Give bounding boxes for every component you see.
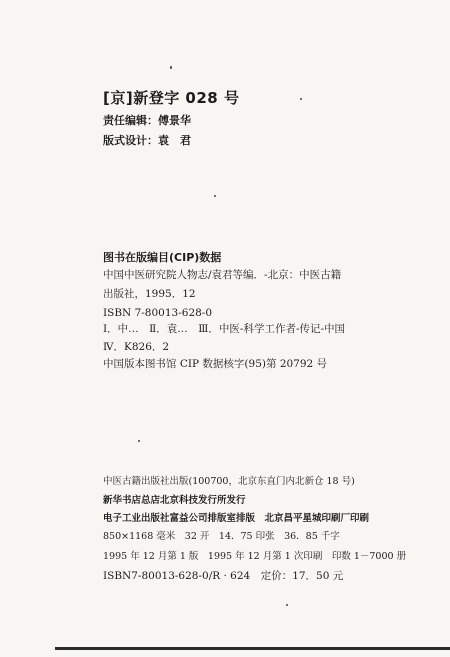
bottom-rule (55, 647, 450, 650)
scan-speck (170, 66, 172, 69)
registration-number: [京]新登字 028 号 (103, 89, 240, 107)
cip-title: 图书在版编目(CIP)数据 (103, 251, 222, 264)
format-line: 850×1168 毫米 32 开 14．75 印张 36．85 千字 (103, 531, 340, 542)
scan-speck (300, 98, 302, 100)
edition-line: 1995 年 12 月第 1 版 1995 年 12 月第 1 次印刷 印数 1－7000 册 (103, 551, 407, 562)
cip-isbn: ISBN 7-80013-628-0 (103, 307, 213, 319)
cip-line: 中国版本图书馆 CIP 数据核字(95)第 20792 号 (103, 358, 328, 370)
isbn-price-line: ISBN7-80013-628-0/R · 624 定价：17．50 元 (103, 570, 344, 582)
cip-line: 出版社，1995．12 (103, 288, 196, 300)
cip-line: 中国中医研究院人物志/袁君等编．-北京：中医古籍 (103, 269, 342, 281)
scan-speck (214, 195, 216, 197)
cip-line: Ⅰ．中… Ⅱ．袁… Ⅲ．中医-科学工作者-传记-中国 (103, 323, 346, 335)
scan-speck (286, 604, 288, 606)
distributor-line: 新华书店总店北京科技发行所发行 (103, 495, 246, 506)
layout-designer: 版式设计：袁 君 (103, 134, 191, 147)
publisher-line: 中医古籍出版社出版(100700，北京东直门内北新仓 18 号) (103, 476, 355, 487)
cip-line: Ⅳ．K826．2 (103, 341, 170, 353)
scan-speck (138, 440, 140, 442)
responsible-editor: 责任编辑：傅景华 (103, 114, 191, 127)
typesetting-printing-line: 电子工业出版社富益公司排版室排版 北京昌平星城印刷厂印刷 (103, 513, 370, 524)
